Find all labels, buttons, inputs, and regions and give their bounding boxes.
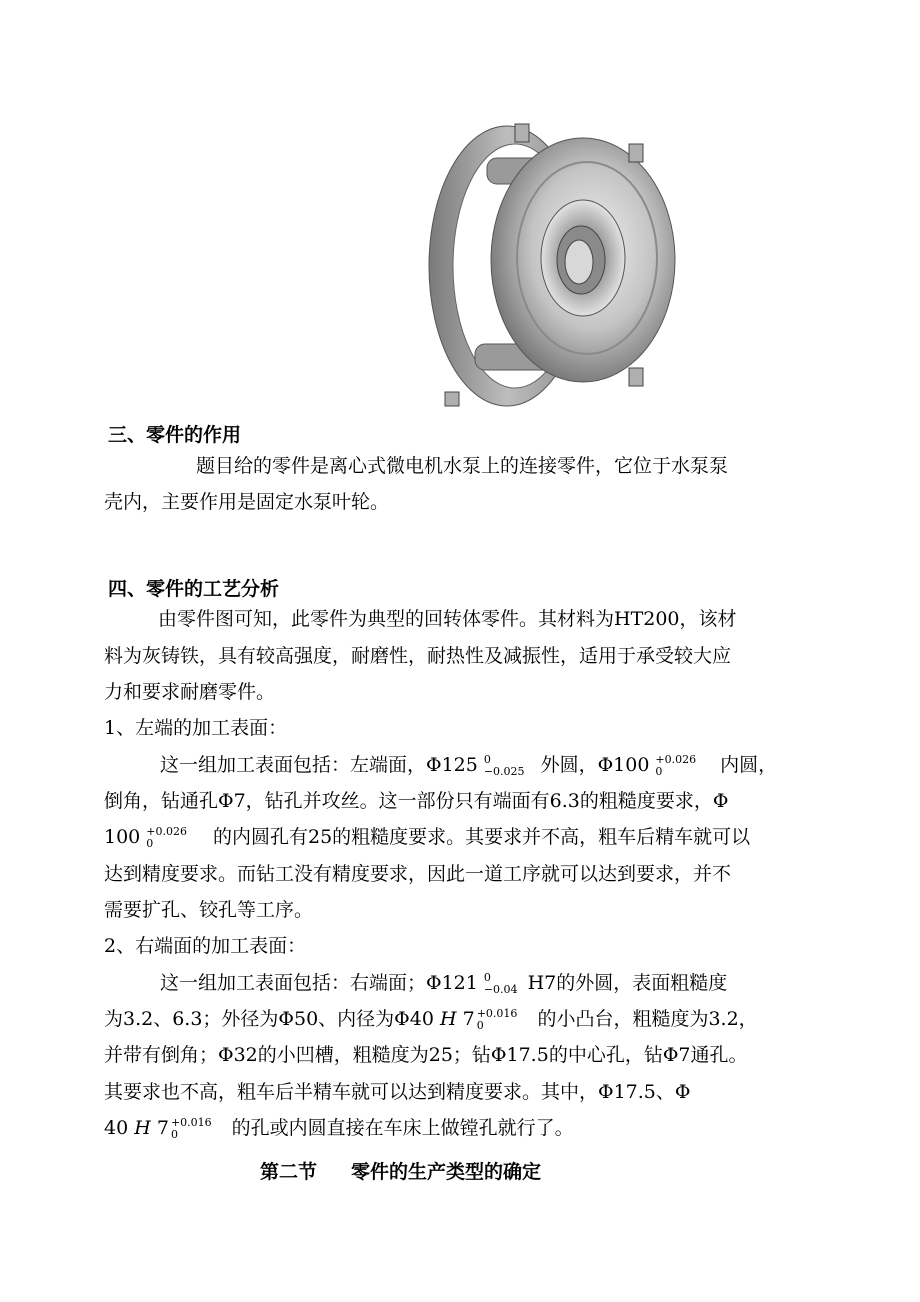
text-segment: 的小凸台，粗糙度为3.2， [537, 1008, 758, 1030]
tolerance [477, 1008, 518, 1032]
tolerance [655, 754, 696, 778]
tolerance [171, 1117, 212, 1141]
paragraph-line: 需要扩孔、铰孔等工序。 [104, 899, 314, 921]
paragraph-line: 倒角，钻通孔Φ7，钻孔并攻丝。这一部份只有端面有6.3的粗糙度要求，Φ [104, 790, 729, 812]
paragraph-line: 其要求也不高，粗车后半精车就可以达到精度要求。其中，Φ17.5、Φ [104, 1081, 691, 1103]
tolerance-upper: +0.016 [476, 1007, 518, 1020]
paragraph-line: 达到精度要求。而钻工没有精度要求，因此一道工序就可以达到要求，并不 [104, 863, 732, 885]
paragraph-line: 力和要求耐磨零件。 [104, 681, 276, 703]
tolerance-lower: 0 [170, 1128, 178, 1141]
fit-letter: H [134, 1117, 151, 1139]
paragraph-line [160, 968, 727, 996]
tolerance-lower: 0 [655, 765, 663, 778]
paragraph-line: 壳内，主要作用是固定水泵叶轮。 [104, 491, 390, 513]
text-segment: 内圆， [720, 754, 778, 776]
paragraph-line: 题目给的零件是离心式微电机水泵上的连接零件，它位于水泵泵 [196, 455, 729, 477]
text-segment: H7的外圆，表面粗糙度 [527, 972, 728, 994]
text-segment: 40 [104, 1117, 129, 1139]
tolerance [146, 826, 187, 850]
text-segment: 为3.2、6.3；外径为Φ50、内径为Φ40 [104, 1008, 434, 1030]
tolerance-upper: +0.026 [146, 825, 187, 838]
item-title: 2、右端面的加工表面： [104, 935, 307, 957]
text-segment: 这一组加工表面包括：右端面；Φ121 [160, 972, 478, 994]
text-segment: 的内圆孔有25的粗糙度要求。其要求并不高，粗车后精车就可以 [212, 826, 751, 848]
tolerance-upper: +0.016 [170, 1116, 212, 1129]
text-segment: 100 [104, 826, 141, 848]
tolerance-lower: 0 [146, 837, 154, 850]
fit-grade: 7 [462, 1008, 475, 1030]
chapter-title [260, 1157, 541, 1184]
fit-letter: H [440, 1008, 457, 1030]
paragraph-line [104, 822, 750, 850]
text-segment: 的孔或内圆直接在车床上做镗孔就行了。 [231, 1117, 574, 1139]
section-heading: 三、零件的作用 [108, 424, 242, 446]
tolerance-upper: 0 [483, 753, 491, 766]
section-heading: 四、零件的工艺分析 [108, 578, 280, 600]
tolerance [484, 972, 518, 996]
text-segment: 外圆，Φ100 [540, 754, 650, 776]
tolerance-lower: −0.04 [483, 983, 518, 996]
tolerance-lower: −0.025 [483, 765, 525, 778]
paragraph-line: 料为灰铸铁，具有较高强度，耐磨性，耐热性及减振性，适用于承受较大应 [104, 645, 732, 667]
text-segment: 这一组加工表面包括：左端面，Φ125 [160, 754, 478, 776]
tolerance-upper: 0 [483, 971, 491, 984]
item-title: 1、左端的加工表面： [104, 717, 288, 739]
chapter-label: 第二节 [260, 1161, 318, 1183]
chapter-text: 零件的生产类型的确定 [351, 1161, 542, 1183]
paragraph-line [104, 1004, 758, 1032]
part-3d-render [415, 118, 677, 408]
paragraph-line: 由零件图可知，此零件为典型的回转体零件。其材料为HT200，该材 [158, 608, 737, 630]
tolerance-upper: +0.026 [655, 753, 697, 766]
paragraph-line: 并带有倒角；Φ32的小凹槽，粗糙度为25；钻Φ17.5的中心孔，钻Φ7通孔。 [104, 1044, 748, 1066]
fit-grade: 7 [156, 1117, 169, 1139]
paragraph-line [160, 750, 777, 778]
paragraph-line [104, 1113, 574, 1141]
tolerance [484, 754, 525, 778]
tolerance-lower: 0 [476, 1019, 484, 1032]
